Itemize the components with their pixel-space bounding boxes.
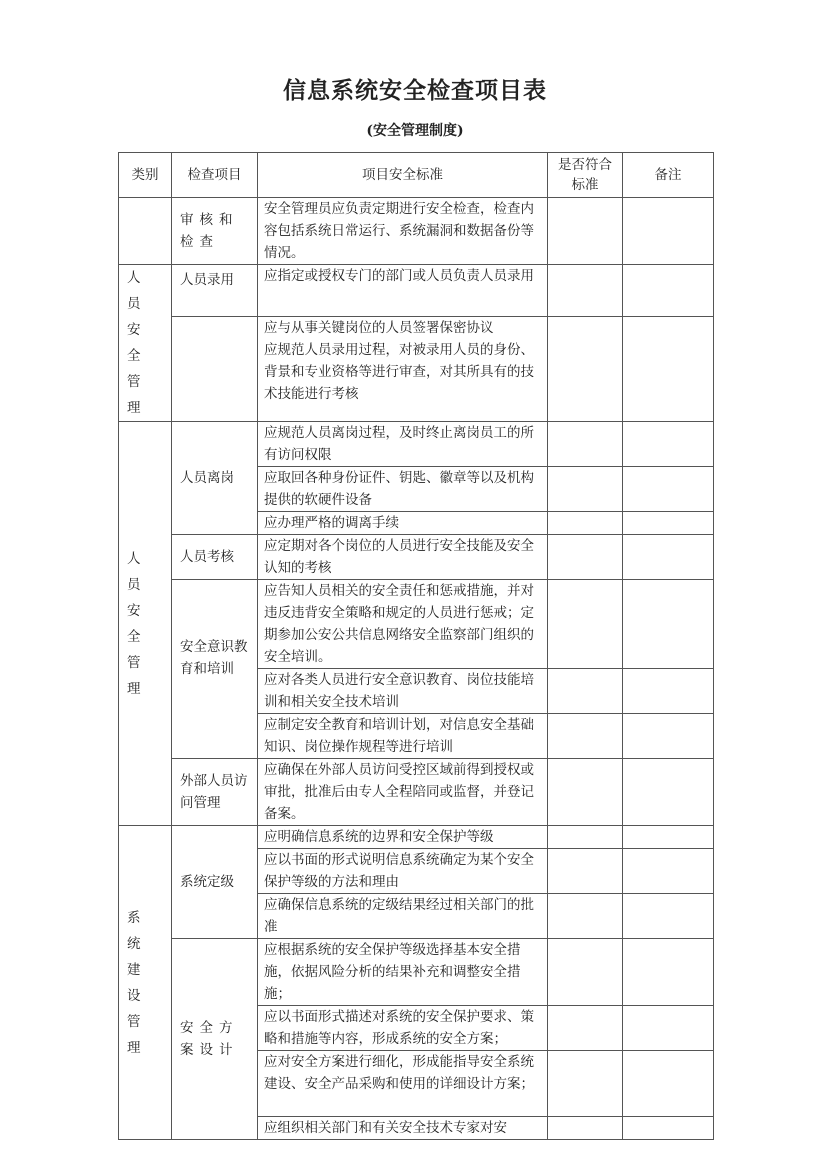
compliance-cell[interactable]: [548, 849, 623, 894]
remarks-cell[interactable]: [623, 467, 714, 512]
compliance-cell[interactable]: [548, 669, 623, 714]
category-cell: 系统建设管理: [119, 826, 172, 1140]
item-cell: 系统定级: [172, 826, 258, 939]
header-item: 检查项目: [172, 153, 258, 198]
remarks-cell[interactable]: [623, 669, 714, 714]
remarks-cell[interactable]: [623, 939, 714, 1006]
table-header-row: [119, 153, 714, 198]
remarks-cell[interactable]: [623, 512, 714, 535]
document-subtitle: (安全管理制度): [366, 123, 464, 139]
item-cell: 人员考核: [172, 535, 258, 580]
table-row: [119, 580, 714, 669]
compliance-cell[interactable]: [548, 467, 623, 512]
category-cell: 人员安全管理: [119, 422, 172, 826]
compliance-cell[interactable]: [548, 535, 623, 580]
remarks-cell[interactable]: [623, 1117, 714, 1140]
standard-cell: 应告知人员相关的安全责任和惩戒措施，并对违反违背安全策略和规定的人员进行惩戒；定期参加公安公共信息网络安全监察部门组织的安全培训。: [258, 580, 548, 669]
compliance-cell[interactable]: [548, 759, 623, 826]
remarks-cell[interactable]: [623, 316, 714, 421]
standard-cell: 应明确信息系统的边界和安全保护等级: [258, 826, 548, 849]
compliance-cell[interactable]: [548, 894, 623, 939]
item-cell: 安全方案设计: [172, 939, 258, 1140]
table-row: [119, 535, 714, 580]
item-cell: 外部人员访问管理: [172, 759, 258, 826]
standard-cell: 应确保在外部人员访问受控区域前得到授权或审批，批准后由专人全程陪同或监督，并登记备案。: [258, 759, 548, 826]
compliance-cell[interactable]: [548, 198, 623, 265]
inspection-table: [118, 152, 714, 1140]
remarks-cell[interactable]: [623, 422, 714, 467]
header-compliance: 是否符合标准: [548, 153, 623, 198]
remarks-cell[interactable]: [623, 714, 714, 759]
standard-cell: 应指定或授权专门的部门或人员负责人员录用: [258, 265, 548, 317]
standard-cell: 应与从事关键岗位的人员签署保密协议 应规范人员录用过程，对被录用人员的身份、背景和专业资格等进行审查，对其所具有的技术技能进行考核: [258, 316, 548, 421]
table-row: [119, 826, 714, 849]
remarks-cell[interactable]: [623, 759, 714, 826]
standard-cell: 应对安全方案进行细化，形成能指导安全系统建设、安全产品采购和使用的详细设计方案；: [258, 1051, 548, 1117]
standard-cell: 应对各类人员进行安全意识教育、岗位技能培训和相关安全技术培训: [258, 669, 548, 714]
item-cell: [172, 316, 258, 421]
category-cell: [119, 198, 172, 265]
compliance-cell[interactable]: [548, 580, 623, 669]
compliance-cell[interactable]: [548, 1051, 623, 1117]
standard-cell: 应根据系统的安全保护等级选择基本安全措施，依据风险分析的结果补充和调整安全措施；: [258, 939, 548, 1006]
item-cell: 人员录用: [172, 265, 258, 317]
item-cell: 安全意识教育和培训: [172, 580, 258, 759]
item-cell: 审核和检查: [172, 198, 258, 265]
remarks-cell[interactable]: [623, 894, 714, 939]
standard-cell: 应以书面的形式说明信息系统确定为某个安全保护等级的方法和理由: [258, 849, 548, 894]
standard-cell: 应确保信息系统的定级结果经过相关部门的批准: [258, 894, 548, 939]
item-cell: 人员离岗: [172, 422, 258, 535]
standard-cell: 应办理严格的调离手续: [258, 512, 548, 535]
compliance-cell[interactable]: [548, 939, 623, 1006]
compliance-cell[interactable]: [548, 422, 623, 467]
remarks-cell[interactable]: [623, 265, 714, 317]
table-row: [119, 316, 714, 421]
standard-cell: 应取回各种身份证件、钥匙、徽章等以及机构提供的软硬件设备: [258, 467, 548, 512]
table-row: [119, 422, 714, 467]
compliance-cell[interactable]: [548, 316, 623, 421]
standard-cell: 应规范人员离岗过程，及时终止离岗员工的所有访问权限: [258, 422, 548, 467]
table-row: [119, 759, 714, 826]
compliance-cell[interactable]: [548, 1117, 623, 1140]
table-row: [119, 265, 714, 317]
compliance-cell[interactable]: [548, 265, 623, 317]
remarks-cell[interactable]: [623, 849, 714, 894]
compliance-cell[interactable]: [548, 512, 623, 535]
table-row: [119, 939, 714, 1006]
remarks-cell[interactable]: [623, 1006, 714, 1051]
compliance-cell[interactable]: [548, 826, 623, 849]
standard-cell: 安全管理员应负责定期进行安全检查，检查内容包括系统日常运行、系统漏洞和数据备份等情况。: [258, 198, 548, 265]
standard-cell: 应以书面形式描述对系统的安全保护要求、策略和措施等内容，形成系统的安全方案；: [258, 1006, 548, 1051]
category-cell: 人员安全管理: [119, 265, 172, 422]
remarks-cell[interactable]: [623, 535, 714, 580]
document-title: 信息系统安全检查项目表: [283, 77, 547, 104]
standard-cell: 应定期对各个岗位的人员进行安全技能及安全认知的考核: [258, 535, 548, 580]
header-category: 类别: [119, 153, 172, 198]
compliance-cell[interactable]: [548, 714, 623, 759]
remarks-cell[interactable]: [623, 580, 714, 669]
standard-cell: 应制定安全教育和培训计划，对信息安全基础知识、岗位操作规程等进行培训: [258, 714, 548, 759]
remarks-cell[interactable]: [623, 198, 714, 265]
compliance-cell[interactable]: [548, 1006, 623, 1051]
header-remarks: 备注: [623, 153, 714, 198]
standard-cell: 应组织相关部门和有关安全技术专家对安: [258, 1117, 548, 1140]
remarks-cell[interactable]: [623, 1051, 714, 1117]
header-standard: 项目安全标准: [258, 153, 548, 198]
remarks-cell[interactable]: [623, 826, 714, 849]
table-row: [119, 198, 714, 265]
